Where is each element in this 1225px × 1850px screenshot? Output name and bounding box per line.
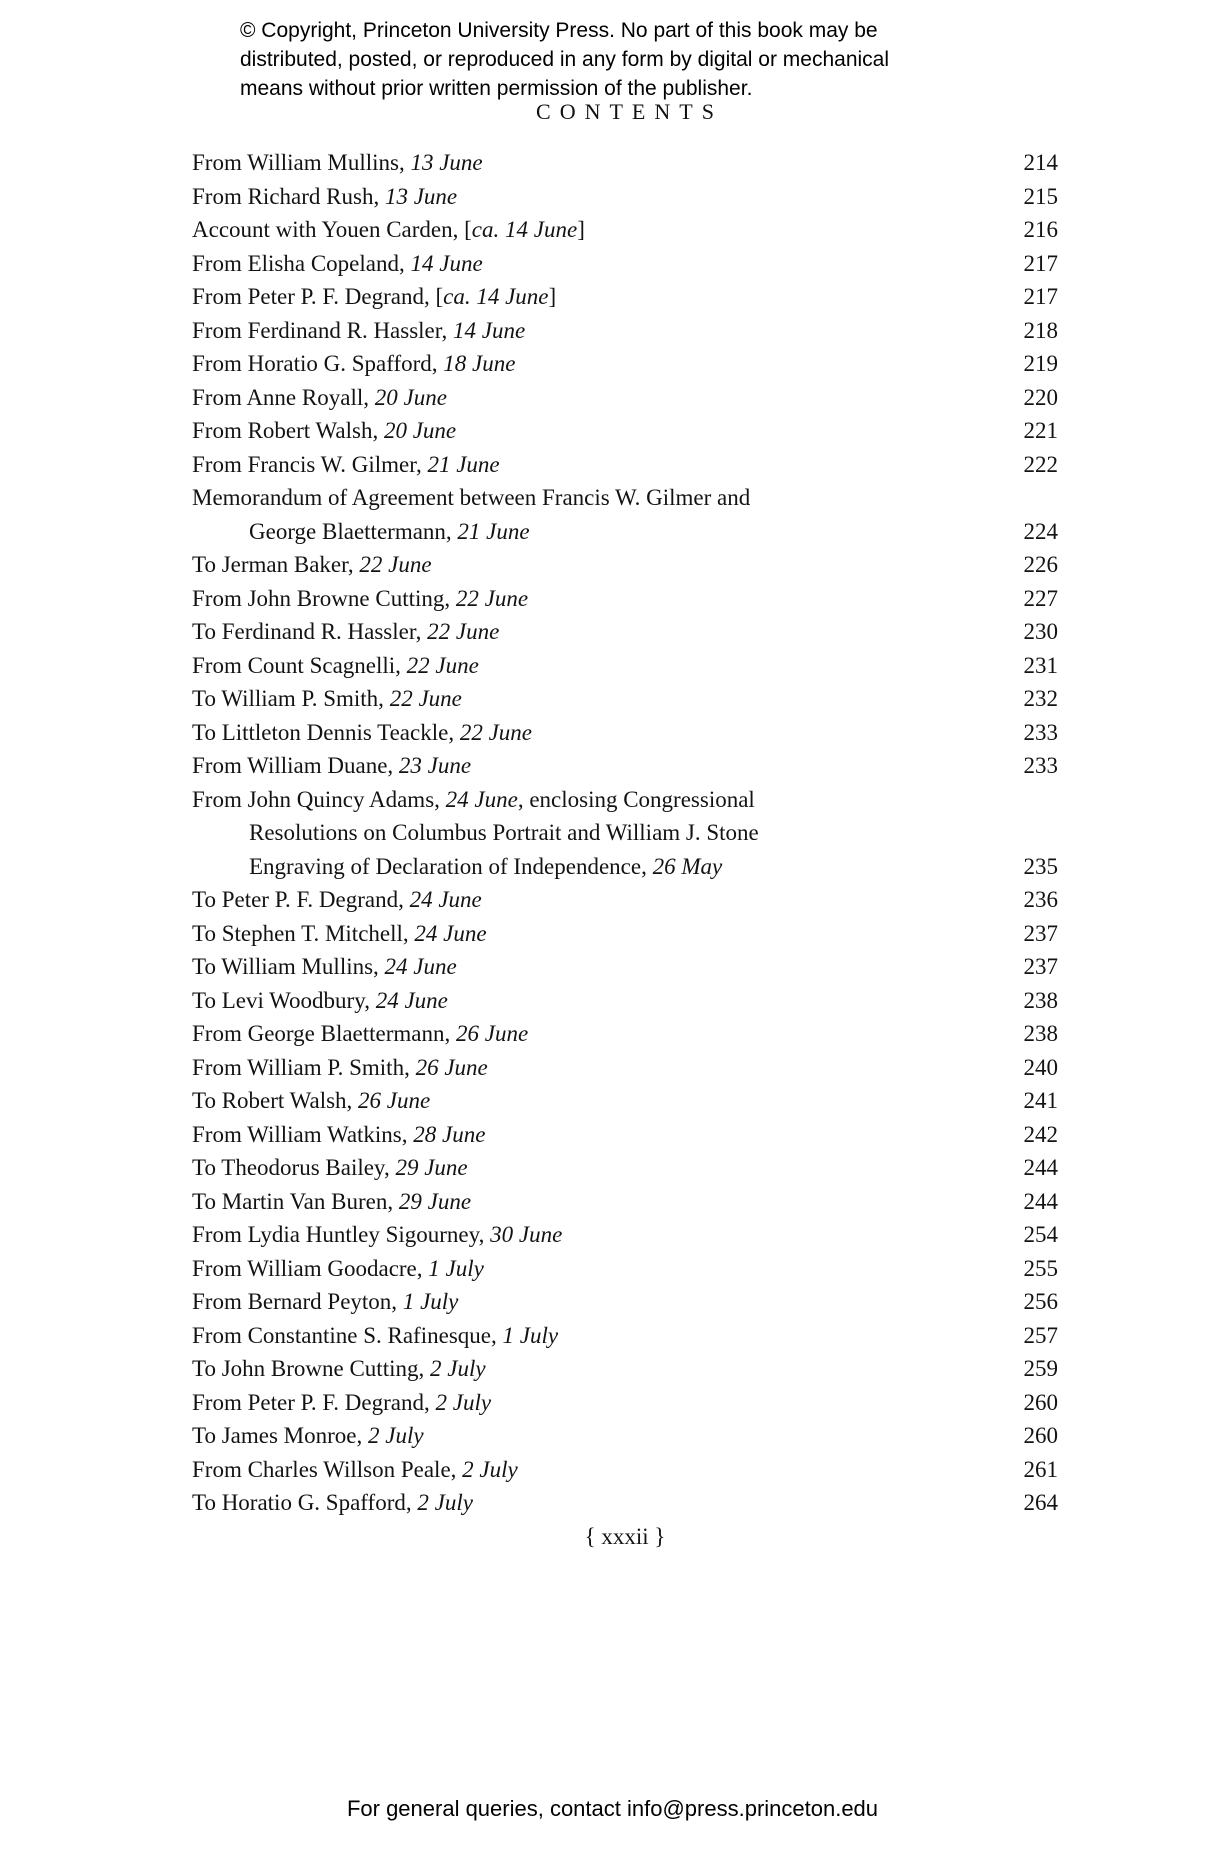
entry-date: 29 June: [395, 1155, 468, 1180]
toc-entry-line: [192, 1453, 1058, 1487]
page-number: 230: [1023, 619, 1058, 644]
entry-date: 2 July: [417, 1490, 473, 1515]
entry-text: [192, 783, 755, 817]
entry-date: 24 June: [445, 786, 518, 812]
entry-text: [192, 749, 471, 783]
entry-title-segment: From Constantine S. Rafinesque,: [192, 1322, 503, 1348]
toc-entry-line: [192, 1051, 1058, 1085]
entry-date: 22 June: [455, 585, 529, 611]
toc-entry-line: [192, 347, 1058, 381]
entry-title-segment: To Littleton Dennis Teackle,: [192, 719, 460, 745]
entry-text: [192, 716, 532, 750]
toc-entry-line: [192, 1151, 1058, 1185]
toc-entry-line: [192, 749, 1058, 783]
page-number: 222: [1023, 451, 1058, 477]
entry-text: [192, 1419, 424, 1453]
entry-text: [192, 180, 457, 214]
entry-title-segment: From Lydia Huntley Sigourney,: [192, 1222, 491, 1247]
entry-text: [192, 850, 722, 884]
toc-entry-line: [192, 1118, 1058, 1152]
entry-date: 2 July: [462, 1456, 518, 1482]
entry-text: [192, 481, 750, 515]
toc-entry-line: [192, 1419, 1058, 1453]
page-number: 220: [1023, 384, 1058, 410]
entry-title-segment: Account with Youen Carden, [: [192, 217, 472, 242]
entry-text: [192, 950, 457, 984]
entry-title-segment: To Robert Walsh,: [192, 1088, 359, 1113]
entry-title-segment: From Charles Willson Peale,: [192, 1456, 463, 1482]
entry-text: [192, 146, 483, 180]
entry-date: 28 June: [413, 1121, 486, 1147]
entry-date: 2 July: [429, 1356, 486, 1381]
toc-entry-line: [192, 716, 1058, 750]
entry-text: [192, 247, 483, 281]
entry-date: 26 May: [652, 853, 723, 879]
entry-title-segment: To John Browne Cutting,: [192, 1356, 430, 1381]
entry-title-segment: Engraving of Declaration of Independence,: [249, 853, 653, 879]
entry-date: 30 June: [490, 1222, 563, 1247]
toc-entry-line: [192, 984, 1058, 1018]
entry-date: 14 June: [410, 250, 483, 276]
page-number: 238: [1023, 987, 1058, 1013]
toc-entry-line: [192, 146, 1058, 180]
entry-text: [192, 1084, 430, 1118]
entry-text: [192, 1118, 485, 1152]
entry-title-segment: From Peter P. F. Degrand,: [192, 1389, 436, 1415]
entry-title-segment: To William P. Smith,: [192, 686, 390, 711]
entry-date: 13 June: [410, 150, 483, 175]
entry-title-segment: , enclosing Congressional: [517, 786, 755, 812]
entry-text: [192, 1218, 562, 1252]
folio-marker: { xxxii }: [584, 1524, 666, 1549]
entry-date: 22 June: [406, 652, 479, 678]
page-title: CONTENTS: [536, 99, 723, 124]
entry-date: 1 July: [502, 1322, 559, 1348]
entry-text: [192, 1017, 528, 1051]
entry-date: 22 June: [359, 552, 432, 577]
page-number: 236: [1023, 887, 1058, 912]
entry-title-segment: From William P. Smith,: [192, 1054, 416, 1080]
entry-text: [192, 1453, 518, 1487]
page-number: 264: [1023, 1490, 1058, 1515]
page-number: 219: [1023, 351, 1058, 376]
entry-text: [192, 883, 482, 917]
entry-title-segment: From William Watkins,: [192, 1121, 414, 1147]
copyright-line: distributed, posted, or reproduced in any form by digital or mechanical: [240, 48, 890, 71]
entry-text: [192, 649, 479, 683]
entry-title-segment: To William Mullins,: [192, 954, 385, 979]
entry-title-segment: From William Mullins,: [192, 150, 411, 175]
entry-text: [192, 314, 525, 348]
page-number: 244: [1023, 1188, 1058, 1214]
toc-entry-line: [192, 850, 1058, 884]
entry-text: [192, 515, 530, 549]
page-number: 214: [1023, 150, 1058, 175]
entry-title-segment: From Robert Walsh,: [192, 418, 384, 443]
entry-title-segment: From Anne Royall,: [192, 384, 375, 410]
queries-footer: For general queries, contact info@press.princeton.edu: [346, 1796, 879, 1821]
toc-entry-line: [192, 1218, 1058, 1252]
toc-entry-line: [192, 280, 1058, 314]
entry-title-segment: From Richard Rush,: [192, 183, 385, 209]
entry-text: [192, 280, 556, 314]
toc-entry-line: [192, 816, 1058, 850]
page-number: 259: [1023, 1356, 1058, 1381]
page-number: 238: [1023, 1021, 1058, 1046]
page-number: 216: [1023, 217, 1058, 242]
entry-text: [192, 615, 499, 649]
entry-text: [192, 548, 432, 582]
entry-text: [192, 1285, 458, 1319]
entry-title-segment: From John Quincy Adams,: [192, 786, 446, 812]
entry-date: 13 June: [384, 183, 458, 209]
page-number: 242: [1023, 1121, 1058, 1147]
entry-title-segment: From Bernard Peyton,: [192, 1289, 403, 1314]
page-number: 221: [1023, 418, 1058, 443]
page-number: 240: [1023, 1054, 1058, 1080]
page-number: 235: [1023, 853, 1058, 879]
page-number: 215: [1023, 183, 1058, 209]
entry-title-segment: From William Duane,: [192, 753, 399, 778]
page-number: 237: [1023, 920, 1058, 946]
toc-entry-line: [192, 615, 1058, 649]
entry-text: [192, 1386, 491, 1420]
entry-text: [192, 1352, 486, 1386]
toc-entry-line: [192, 1486, 1058, 1520]
entry-date: 24 June: [384, 954, 457, 979]
entry-date: 1 July: [428, 1255, 484, 1281]
toc-entry-line: [192, 1185, 1058, 1219]
page-number: 217: [1023, 284, 1058, 309]
page-number: 227: [1023, 585, 1058, 611]
toc-entry-line: [192, 448, 1058, 482]
entry-date: 18 June: [443, 351, 516, 376]
entry-title-segment: ]: [548, 284, 557, 309]
entry-text: [192, 213, 585, 247]
entry-text: [192, 816, 759, 850]
toc-entry-line: [192, 649, 1058, 683]
toc-entry-line: [192, 314, 1058, 348]
toc-entry-line: [192, 1252, 1058, 1286]
entry-date: ca. 14 June: [471, 217, 578, 242]
page-number: 233: [1023, 719, 1058, 745]
entry-title-segment: To James Monroe,: [192, 1423, 368, 1448]
entry-title-segment: Memorandum of Agreement between Francis W. Gilmer and: [192, 485, 751, 510]
page-number: 261: [1023, 1456, 1058, 1482]
toc-entry-line: [192, 950, 1058, 984]
entry-date: 26 June: [456, 1021, 529, 1046]
entry-title-segment: To Levi Woodbury,: [192, 987, 376, 1013]
toc-entry-line: [192, 682, 1058, 716]
entry-title-segment: From Francis W. Gilmer,: [192, 451, 428, 477]
page-number: 257: [1023, 1322, 1058, 1348]
entry-title-segment: From Count Scagnelli,: [192, 652, 407, 678]
entry-text: [192, 917, 487, 951]
entry-title-segment: From Elisha Copeland,: [192, 250, 411, 276]
entry-date: 22 June: [389, 686, 462, 711]
entry-title-segment: To Jerman Baker,: [192, 552, 360, 577]
page-number: 233: [1023, 753, 1058, 778]
toc-entry-line: [192, 481, 1058, 515]
entry-title-segment: George Blaettermann,: [249, 518, 458, 544]
entry-date: 22 June: [459, 719, 532, 745]
toc-entry-line: [192, 414, 1058, 448]
entry-title-segment: From George Blaettermann,: [192, 1021, 457, 1046]
entry-date: 26 June: [415, 1054, 488, 1080]
page-number: 260: [1023, 1423, 1058, 1448]
entry-title-segment: To Ferdinand R. Hassler,: [192, 619, 428, 644]
entry-title-segment: From John Browne Cutting,: [192, 585, 456, 611]
entry-date: 20 June: [374, 384, 447, 410]
page-number: 260: [1023, 1389, 1058, 1415]
entry-title-segment: To Horatio G. Spafford,: [192, 1490, 418, 1515]
entry-text: [192, 1051, 488, 1085]
entry-text: [192, 381, 447, 415]
toc-entry-line: [192, 1319, 1058, 1353]
page-number: 241: [1023, 1088, 1058, 1113]
toc-entry-line: [192, 1386, 1058, 1420]
entry-text: [192, 1151, 468, 1185]
entry-title-segment: From Horatio G. Spafford,: [192, 351, 444, 376]
toc-entry-line: [192, 783, 1058, 817]
entry-title-segment: From William Goodacre,: [192, 1255, 429, 1281]
entry-date: 23 June: [398, 753, 472, 778]
entry-text: [192, 448, 500, 482]
copyright-line: © Copyright, Princeton University Press. No part of this book may be: [240, 19, 878, 42]
entry-date: 21 June: [457, 518, 530, 544]
toc-list: [192, 146, 1058, 1520]
toc-entry-line: [192, 213, 1058, 247]
entry-date: 21 June: [427, 451, 500, 477]
entry-text: [192, 414, 456, 448]
entry-text: [192, 1185, 471, 1219]
page-number: 254: [1023, 1222, 1058, 1247]
toc-entry-line: [192, 1285, 1058, 1319]
entry-title-segment: To Stephen T. Mitchell,: [192, 920, 415, 946]
entry-title-segment: ]: [577, 217, 585, 242]
toc-entry-line: [192, 247, 1058, 281]
copyright-line: means without prior written permission of the publisher.: [240, 77, 753, 100]
entry-date: 20 June: [383, 418, 457, 443]
entry-text: [192, 347, 515, 381]
toc-entry-line: [192, 917, 1058, 951]
toc-entry-line: [192, 582, 1058, 616]
toc-entry-line: [192, 1084, 1058, 1118]
entry-date: 26 June: [358, 1088, 431, 1113]
page-number: 231: [1023, 652, 1058, 678]
entry-text: [192, 984, 448, 1018]
entry-title-segment: To Martin Van Buren,: [192, 1188, 399, 1214]
entry-text: [192, 1319, 558, 1353]
entry-text: [192, 682, 462, 716]
entry-date: 24 June: [409, 887, 482, 912]
entry-title-segment: To Peter P. F. Degrand,: [192, 887, 410, 912]
page-number: 244: [1023, 1155, 1058, 1180]
entry-title-segment: From Peter P. F. Degrand, [: [192, 284, 444, 309]
entry-title-segment: From Ferdinand R. Hassler,: [192, 317, 453, 343]
toc-entry-line: [192, 180, 1058, 214]
toc-entry-line: [192, 1352, 1058, 1386]
entry-text: [192, 582, 528, 616]
entry-date: 2 July: [435, 1389, 492, 1415]
entry-date: 2 July: [367, 1423, 424, 1448]
page-number: 217: [1023, 250, 1058, 276]
toc-entry-line: [192, 883, 1058, 917]
entry-date: 24 June: [414, 920, 487, 946]
toc-entry-line: [192, 548, 1058, 582]
entry-text: [192, 1486, 473, 1520]
page-number: 232: [1023, 686, 1058, 711]
entry-date: ca. 14 June: [443, 284, 549, 309]
page-number: 226: [1023, 552, 1058, 577]
entry-title-segment: To Theodorus Bailey,: [192, 1155, 396, 1180]
entry-date: 29 June: [398, 1188, 472, 1214]
page-number: 237: [1023, 954, 1058, 979]
entry-date: 14 June: [453, 317, 526, 343]
entry-text: [192, 1252, 484, 1286]
entry-title-segment: Resolutions on Columbus Portrait and William J. Stone: [249, 820, 759, 845]
page-number: 255: [1023, 1255, 1058, 1281]
page-number: 256: [1023, 1289, 1058, 1314]
toc-entry-line: [192, 381, 1058, 415]
toc-entry-line: [192, 515, 1058, 549]
entry-date: 24 June: [375, 987, 448, 1013]
entry-date: 1 July: [402, 1289, 459, 1314]
entry-date: 22 June: [427, 619, 500, 644]
toc-entry-line: [192, 1017, 1058, 1051]
page-number: 218: [1023, 317, 1058, 343]
page-number: 224: [1023, 518, 1058, 544]
copyright-notice: [240, 16, 960, 103]
